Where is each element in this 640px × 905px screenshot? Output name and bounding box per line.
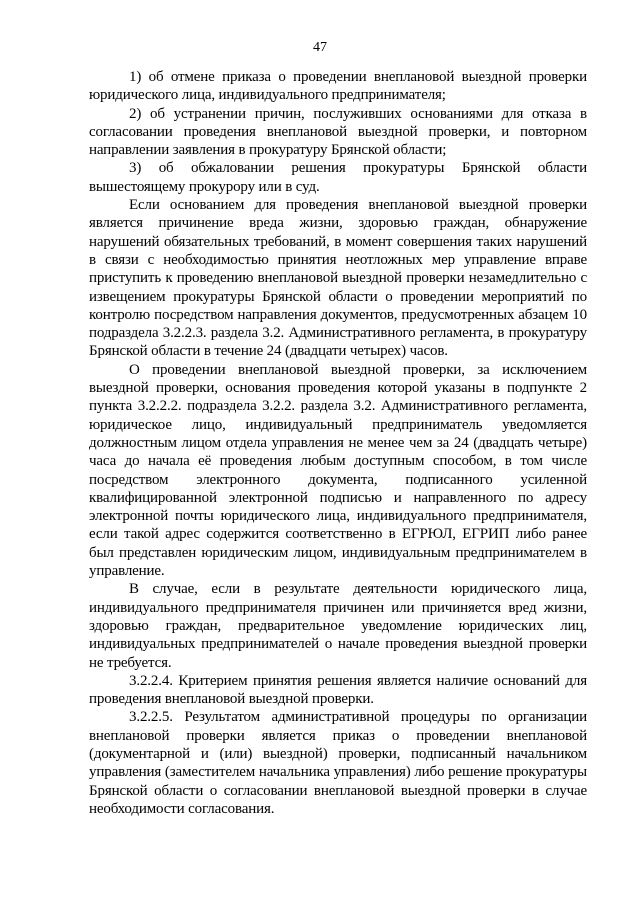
document-body	[89, 68, 587, 818]
paragraph-no-notification: В случае, если в результате деятельности юридического лица, индивидуального предпринимателя причинен или причиняется вред жизни, здоровью граждан, предварительное уведомление юридических лиц, индивидуальных предпринимателей о начале проведения выездной проверки не требуется.	[89, 581, 587, 671]
paragraph-criterion-3-2-2-4: 3.2.2.4. Критерием принятия решения является наличие оснований для проведения внеплановой выездной проверки.	[89, 672, 587, 708]
page-number: 47	[313, 40, 327, 55]
paragraph-cancel-order: 1) об отмене приказа о проведении внеплановой выездной проверки юридического лица, индивидуального предпринимателя;	[89, 69, 587, 104]
paragraph-urgent-inspection: Если основанием для проведения внеплановой выездной проверки является причинение вреда жизни, здоровью граждан, обнаружение нарушений обязательных требований, в момент совершения таких нарушений в связи с необходимостью принятия неотложных мер управление вправе приступить к проведению внеплановой выездной проверки незамедлительно с извещением прокуратуры Брянской области о проведении мероприятий по контролю посредством направления документов, предусмотренных абзацем 10 подраздела 3.2.2.3. раздела 3.2. Административного регламента, в прокуратуру Брянской области в течение 24 (двадцати четырех) часов.	[89, 197, 587, 360]
paragraph-notification: О проведении внеплановой выездной проверки, за исключением выездной проверки, основания проведения которой указаны в подпункте 2 пункта 3.2.2.2. подраздела 3.2.2. раздела 3.2. Административного регламента, юридическое лицо, индивидуальный предприниматель уведомляется должностным лицом отдела управления не менее чем за 24 (двадцать четыре) часа до начала её проведения любым доступным способом, в том числе посредством электронного документа, подписанного усиленной квалифицированной электронной подписью и направленного по адресу электронной почты юридического лица, индивидуального предпринимателя, если такой адрес содержится соответственно в ЕГРЮЛ, ЕГРИП либо ранее был представлен юридическим лицом, индивидуальным предпринимателем в управление.	[89, 361, 587, 580]
paragraph-appeal-decision: 3) об обжаловании решения прокуратуры Брянской области вышестоящему прокурору или в суд.	[89, 160, 587, 195]
paragraph-result-3-2-2-5: 3.2.2.5. Результатом административной процедуры по организации внеплановой проверки является приказ о проведении внеплановой (документарной и (или) выездной) проверки, подписанный начальником управления (заместителем начальника управления) либо решение прокуратуры Брянской области о согласовании внеплановой выездной проверки в случае необходимости согласования.	[89, 709, 587, 817]
paragraph-eliminate-causes: 2) об устранении причин, послуживших основаниями для отказа в согласовании проведения внеплановой выездной проверки, и повторном направлении заявления в прокуратуру Брянской области;	[89, 105, 587, 159]
